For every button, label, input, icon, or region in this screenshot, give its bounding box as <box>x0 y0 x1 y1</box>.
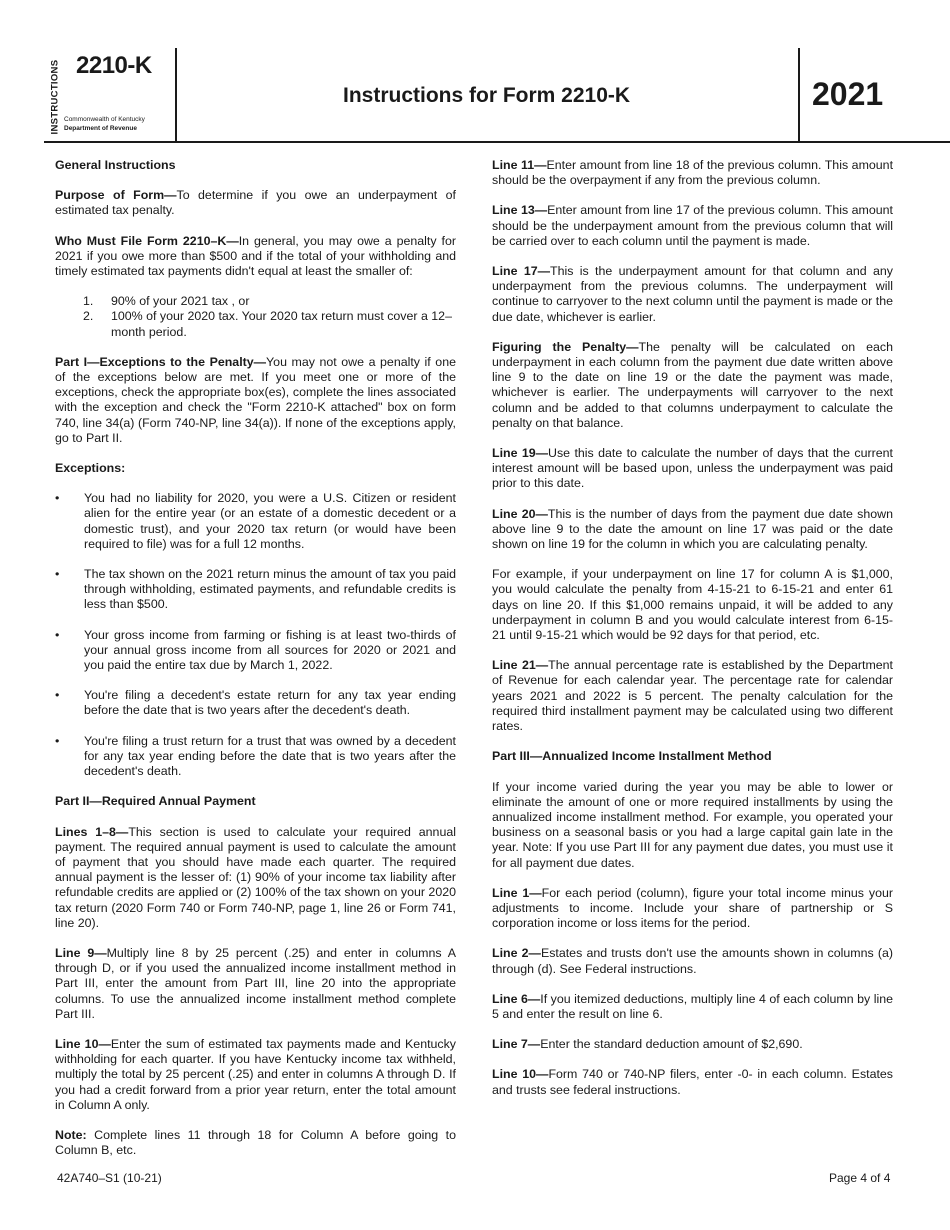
header-divider-left <box>175 48 177 141</box>
vertical-label-text: INSTRUCTIONS <box>49 59 61 135</box>
page-title: Instructions for Form 2210-K <box>343 84 631 107</box>
part2-heading: Part II—Required Annual Payment <box>55 794 256 809</box>
agency-line2: Department of Revenue <box>64 125 137 132</box>
right-column <box>492 158 893 1113</box>
bullet-icon: • <box>55 491 60 506</box>
part3-line1-paragraph: Line 1—For each period (column), figure your total income minus your adjustments to income. Include your share of partnership or S corporation income or loss items for the period. <box>492 885 893 931</box>
list-item: • You're filing a trust return for a trust that was owned by a decedent for any tax year ending before the date that is two years after the decedent's death. <box>55 733 456 779</box>
line9-paragraph: Line 9—Multiply line 8 by 25 percent (.25) and enter in columns A through D, or if you used the annualized income installment method in Part III, enter the amount from Part III, line 20 into the appropriate columns. To use the annualized income installment method complete Part III. <box>55 945 457 1021</box>
list-item: 1. 90% of your 2021 tax , or <box>83 294 250 309</box>
bullet-icon: • <box>55 733 60 748</box>
threshold-list <box>55 294 456 340</box>
part3-intro-paragraph: If your income varied during the year you may be able to lower or eliminate the amount of one or more required installments by using the annualized income installment method. For example, you operated your business on a seasonal basis or you had a large capital gain late in the year. Note: If you use Part III for any payment due dates, you must use it for all payment due dates. <box>492 779 893 870</box>
part3-line10-paragraph: Line 10—Form 740 or 740-NP filers, enter -0- in each column. Estates and trusts see federal instructions. <box>492 1067 893 1097</box>
footer-page-number: Page 4 of 4 <box>829 1171 891 1185</box>
left-column <box>55 158 456 1173</box>
line21-paragraph: Line 21—The annual percentage rate is established by the Department of Revenue for each calendar year. The percentage rate for calendar years 2021 and 2022 is 5 percent. The penalty calculation for the required third installment payment may be calculated using two different rates. <box>492 658 893 734</box>
exceptions-heading: Exceptions: <box>55 461 126 476</box>
line20-paragraph: Line 20—This is the number of days from the payment due date shown above line 9 to the date the amount on line 17 was paid or the date shown on line 19 for the column in which you are calculating penalty. <box>492 506 893 552</box>
purpose-label: Purpose of Form— <box>55 188 177 203</box>
list-item: • You had no liability for 2020, you were a U.S. Citizen or resident alien for the entire year (or an estate of a domestic decedent or a domestic trust), and your 2020 tax return (or would have been required to file) was for a full 12 months. <box>55 491 456 551</box>
figuring-penalty-paragraph: Figuring the Penalty—The penalty will be calculated on each underpayment in each column from the payment due date written above line 9 to the date on line 19 or the date the payment was made, whichever is earlier. The underpayments will carryover to the next column and be added to that columns underpayment to calculate the penalty on that balance. <box>492 339 893 430</box>
example-paragraph: For example, if your underpayment on line 17 for column A is $1,000, you would calculate the penalty from 4-15-21 to 6-15-21 and enter 61 days on line 20. If this $1,000 remains unpaid, it will be added to any underpayment in column B and you would calculate interest from 6-15-21 until 9-15-21 which would be 92 days for that period, etc. <box>492 567 893 643</box>
line13-paragraph: Line 13—Enter amount from line 17 of the previous column. This amount should be the underpayment amount from the previous column that will be carried over to each column until the payment is made. <box>492 203 893 248</box>
note-paragraph: Note: Complete lines 11 through 18 for Column A before going to Column B, etc. <box>55 1127 456 1158</box>
page-header <box>0 0 950 145</box>
part3-line6-paragraph: Line 6—If you itemized deductions, multiply line 4 of each column by line 5 and enter the result on line 6. <box>492 991 893 1021</box>
form-number: 2210-K <box>76 52 152 79</box>
header-rule <box>44 141 950 143</box>
part3-line7-paragraph: Line 7—Enter the standard deduction amount of $2,690. <box>492 1037 803 1052</box>
line11-paragraph: Line 11—Enter amount from line 18 of the previous column. This amount should be the overpayment if any from the previous column. <box>492 158 894 188</box>
part3-line2-paragraph: Line 2—Estates and trusts don't use the amounts shown in columns (a) through (d). See Federal instructions. <box>492 946 893 976</box>
who-label: Who Must File Form 2210–K— <box>55 233 239 248</box>
part1-paragraph: Part I—Exceptions to the Penalty—You may not owe a penalty if one of the exceptions below are met. If you meet one or more of the exceptions, check the appropriate box(es), complete the lines associated with the exception and check the "Form 2210-K attached" box on form 740, line 34(a) (Form 740-NP, line 34(a)). If none of the exceptions apply, go to Part II. <box>55 354 456 445</box>
part3-heading: Part III—Annualized Income Installment Method <box>492 749 772 764</box>
tax-year: 2021 <box>812 76 884 112</box>
line19-paragraph: Line 19—Use this date to calculate the number of days that the current interest amount will be based upon, unless the underpayment was paid prior to this date. <box>492 446 893 491</box>
list-item: 2. 100% of your 2020 tax. Your 2020 tax return must cover a 12–month period. <box>83 309 452 339</box>
header-divider-right <box>798 48 800 141</box>
agency-line1: Commonwealth of Kentucky <box>64 116 145 123</box>
vertical-instructions-label <box>44 54 61 136</box>
bullet-icon: • <box>55 688 60 703</box>
exceptions-list <box>55 491 456 779</box>
bullet-icon: • <box>55 627 60 642</box>
list-item: • You're filing a decedent's estate return for any tax year ending before the date that is two years after the decedent's death. <box>55 688 456 718</box>
purpose-paragraph: Purpose of Form—To determine if you owe an underpayment of estimated tax penalty. <box>55 188 456 218</box>
agency-block <box>64 115 145 133</box>
footer-form-code: 42A740–S1 (10-21) <box>57 1171 162 1185</box>
who-must-file-paragraph: Who Must File Form 2210–K—In general, you may owe a penalty for 2021 if you owe more than $500 and if the total of your withholding and timely estimated tax payments didn't equal at least the smaller of: <box>55 233 456 279</box>
line10-paragraph: Line 10—Enter the sum of estimated tax payments made and Kentucky withholding for each quarter. If you have Kentucky income tax withheld, multiply the total by 25 percent (.25) and enter in columns A through D. If you had a credit forward from a prior year return, enter the total amount in Column A only. <box>55 1036 457 1112</box>
lines-1-8-paragraph: Lines 1–8—This section is used to calculate your required annual payment. The required annual payment is used to calculate the amount of payment that you should have made each quarter. The required annual payment is the lesser of: (1) 90% of your income tax liability after refundable credits are applied or (2) 100% of the tax shown on your 2020 tax return (2020 Form 740 or Form 740-NP, page 1, line 26 or Form 741, line 20). <box>55 824 456 930</box>
general-instructions-heading: General Instructions <box>55 158 176 172</box>
list-item: • Your gross income from farming or fishing is at least two-thirds of your annual gross income from all sources for 2020 or 2021 and you paid the entire tax due by March 1, 2022. <box>55 627 456 673</box>
part1-label: Part I—Exceptions to the Penalty— <box>55 354 267 369</box>
line17-paragraph: Line 17—This is the underpayment amount for that column and any underpayment from the previous columns. The underpayment will continue to carryover to the next column until the payment is made or the due date, whichever is earlier. <box>492 264 893 324</box>
bullet-icon: • <box>55 567 60 582</box>
list-item: • The tax shown on the 2021 return minus the amount of tax you paid through withholding, estimated payments, and refundable credits is less than $500. <box>55 567 456 612</box>
